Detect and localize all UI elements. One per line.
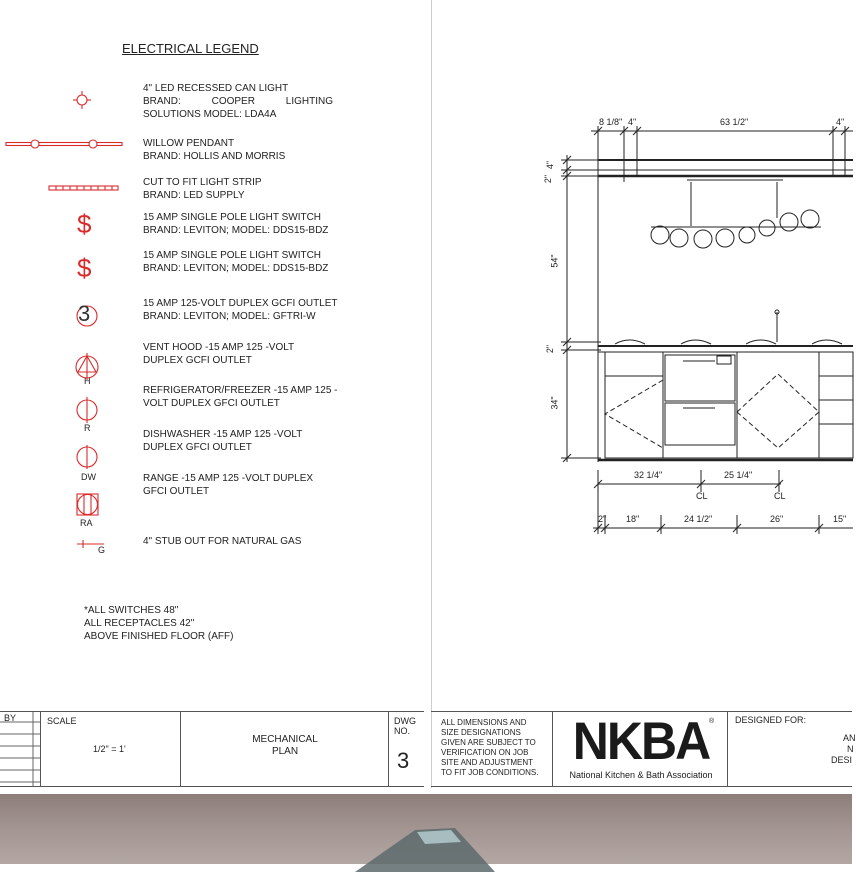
dim-bottom-2-0: 2" — [598, 514, 607, 524]
sheet-title-line1: MECHANICAL — [252, 734, 318, 745]
legend-item-fridge: REFRIGERATOR/FREEZER -15 AMP 125 - VOLT DUPLEX GFCI OUTLET — [143, 385, 338, 409]
dim-bottom-2-2: 24 1/2" — [684, 514, 713, 524]
designed-for-frag-0: AN — [843, 733, 856, 743]
dim-top-0: 8 1/8" — [599, 117, 623, 127]
legend-item-light-strip: CUT TO FIT LIGHT STRIP BRAND: LED SUPPLY — [143, 177, 262, 201]
dishwasher-outlet-icon — [77, 445, 97, 469]
tb-divider-1 — [552, 712, 553, 786]
dim-bottom-2-3: 26" — [770, 514, 784, 524]
legend-item-can-light: 4" LED RECESSED CAN LIGHT BRAND: COOPER LIGHTING SOLUTIONS MODEL: LDA4A — [143, 83, 333, 120]
sheet-title-cell — [180, 712, 389, 786]
dwg-no-cell — [388, 712, 425, 786]
dim-top-1: 4" — [628, 117, 637, 127]
registered-mark: ® — [709, 718, 715, 725]
dim-left-4: 34" — [549, 396, 560, 410]
dim-bottom-2-1: 18" — [626, 514, 640, 524]
nkba-logo-text: NKBA — [572, 711, 710, 771]
legend-item-range: RANGE -15 AMP 125 -VOLT DUPLEX GFCI OUTLET — [143, 473, 314, 497]
fridge-label: R — [84, 423, 91, 433]
legend-item-gas: 4" STUB OUT FOR NATURAL GAS — [143, 536, 302, 547]
gfci-outlet-glyph: 3 — [78, 301, 91, 326]
aff-notes: *ALL SWITCHES 48" ALL RECEPTACLES 42" ABOVE FINISHED FLOOR (AFF) — [84, 605, 234, 642]
light-switch-icon-2: $ — [77, 253, 92, 283]
elevation-sheet — [431, 0, 853, 788]
range-outlet-icon — [77, 494, 98, 515]
sheet-title-line2: PLAN — [271, 746, 299, 757]
dim-bottom-1-1: 25 1/4" — [724, 470, 753, 480]
legend-symbols — [0, 80, 140, 560]
title-block-right — [431, 711, 856, 787]
dim-left-0: 4" — [545, 160, 556, 170]
kitchen-elevation-drawing — [432, 0, 853, 700]
by-label: BY — [4, 713, 17, 723]
legend-item-pendant: WILLOW PENDANT BRAND: HOLLIS AND MORRIS — [143, 138, 286, 162]
revision-grid — [0, 712, 40, 786]
cl-label-0: CL — [696, 491, 708, 501]
dim-left-2: 54" — [549, 254, 560, 268]
recessed-can-light-icon — [73, 91, 91, 109]
dim-top-2: 63 1/2" — [720, 117, 749, 127]
dishwasher-label: DW — [81, 472, 96, 482]
refrigerator-outlet-icon — [77, 397, 97, 423]
cl-label-1: CL — [774, 491, 786, 501]
legend-title: ELECTRICAL LEGEND — [122, 41, 259, 56]
nkba-logo — [559, 711, 723, 782]
light-strip-icon — [49, 186, 118, 190]
legend-item-switch-2: 15 AMP SINGLE POLE LIGHT SWITCH BRAND: LEVITON; MODEL: DDS15-BDZ — [143, 250, 329, 274]
dwg-number: 3 — [397, 748, 410, 773]
tb-divider-2 — [727, 712, 728, 786]
light-switch-icon: $ — [77, 209, 92, 239]
scale-label: SCALE — [47, 716, 77, 726]
nkba-logo-subtitle: National Kitchen & Bath Association — [569, 770, 713, 780]
legend-item-switch-1: 15 AMP SINGLE POLE LIGHT SWITCH BRAND: LEVITON; MODEL: DDS15-BDZ — [143, 212, 329, 236]
gas-label: G — [98, 545, 106, 555]
dwg-label-1: DWG — [394, 716, 416, 726]
photo-object — [355, 820, 515, 880]
dimensions-disclaimer: ALL DIMENSIONS AND SIZE DESIGNATIONS GIVEN ARE SUBJECT TO VERIFICATION ON JOB SITE AND ADJUSTMENT TO FIT JOB CONDITIONS. — [441, 718, 539, 777]
designed-for-frag-2: DESI — [831, 755, 853, 765]
title-block-left — [0, 711, 424, 787]
designed-for-label: DESIGNED FOR: — [735, 715, 807, 725]
hood-label: H — [84, 376, 91, 386]
legend-sheet — [0, 0, 424, 788]
scale-cell — [40, 712, 181, 786]
dwg-label-2: NO. — [394, 726, 411, 736]
dim-left-1: 2" — [543, 174, 554, 184]
designed-for-frag-1: N — [847, 744, 854, 754]
dim-left-3: 2" — [545, 344, 556, 354]
legend-item-hood: VENT HOOD -15 AMP 125 -VOLT DUPLEX GCFI OUTLET — [143, 342, 295, 366]
pendant-light-icon — [6, 140, 122, 148]
range-label: RA — [80, 518, 93, 528]
dim-bottom-2-4: 15" — [833, 514, 847, 524]
legend-item-gfci: 15 AMP 125-VOLT DUPLEX GCFI OUTLET BRAND: LEVITON; MODEL: GFTRI-W — [143, 298, 338, 322]
dim-top-3: 4" — [836, 117, 845, 127]
dim-bottom-1-0: 32 1/4" — [634, 470, 663, 480]
scale-value: 1/2" = 1' — [93, 744, 126, 754]
legend-item-dishwasher: DISHWASHER -15 AMP 125 -VOLT DUPLEX GFCI OUTLET — [143, 429, 303, 453]
